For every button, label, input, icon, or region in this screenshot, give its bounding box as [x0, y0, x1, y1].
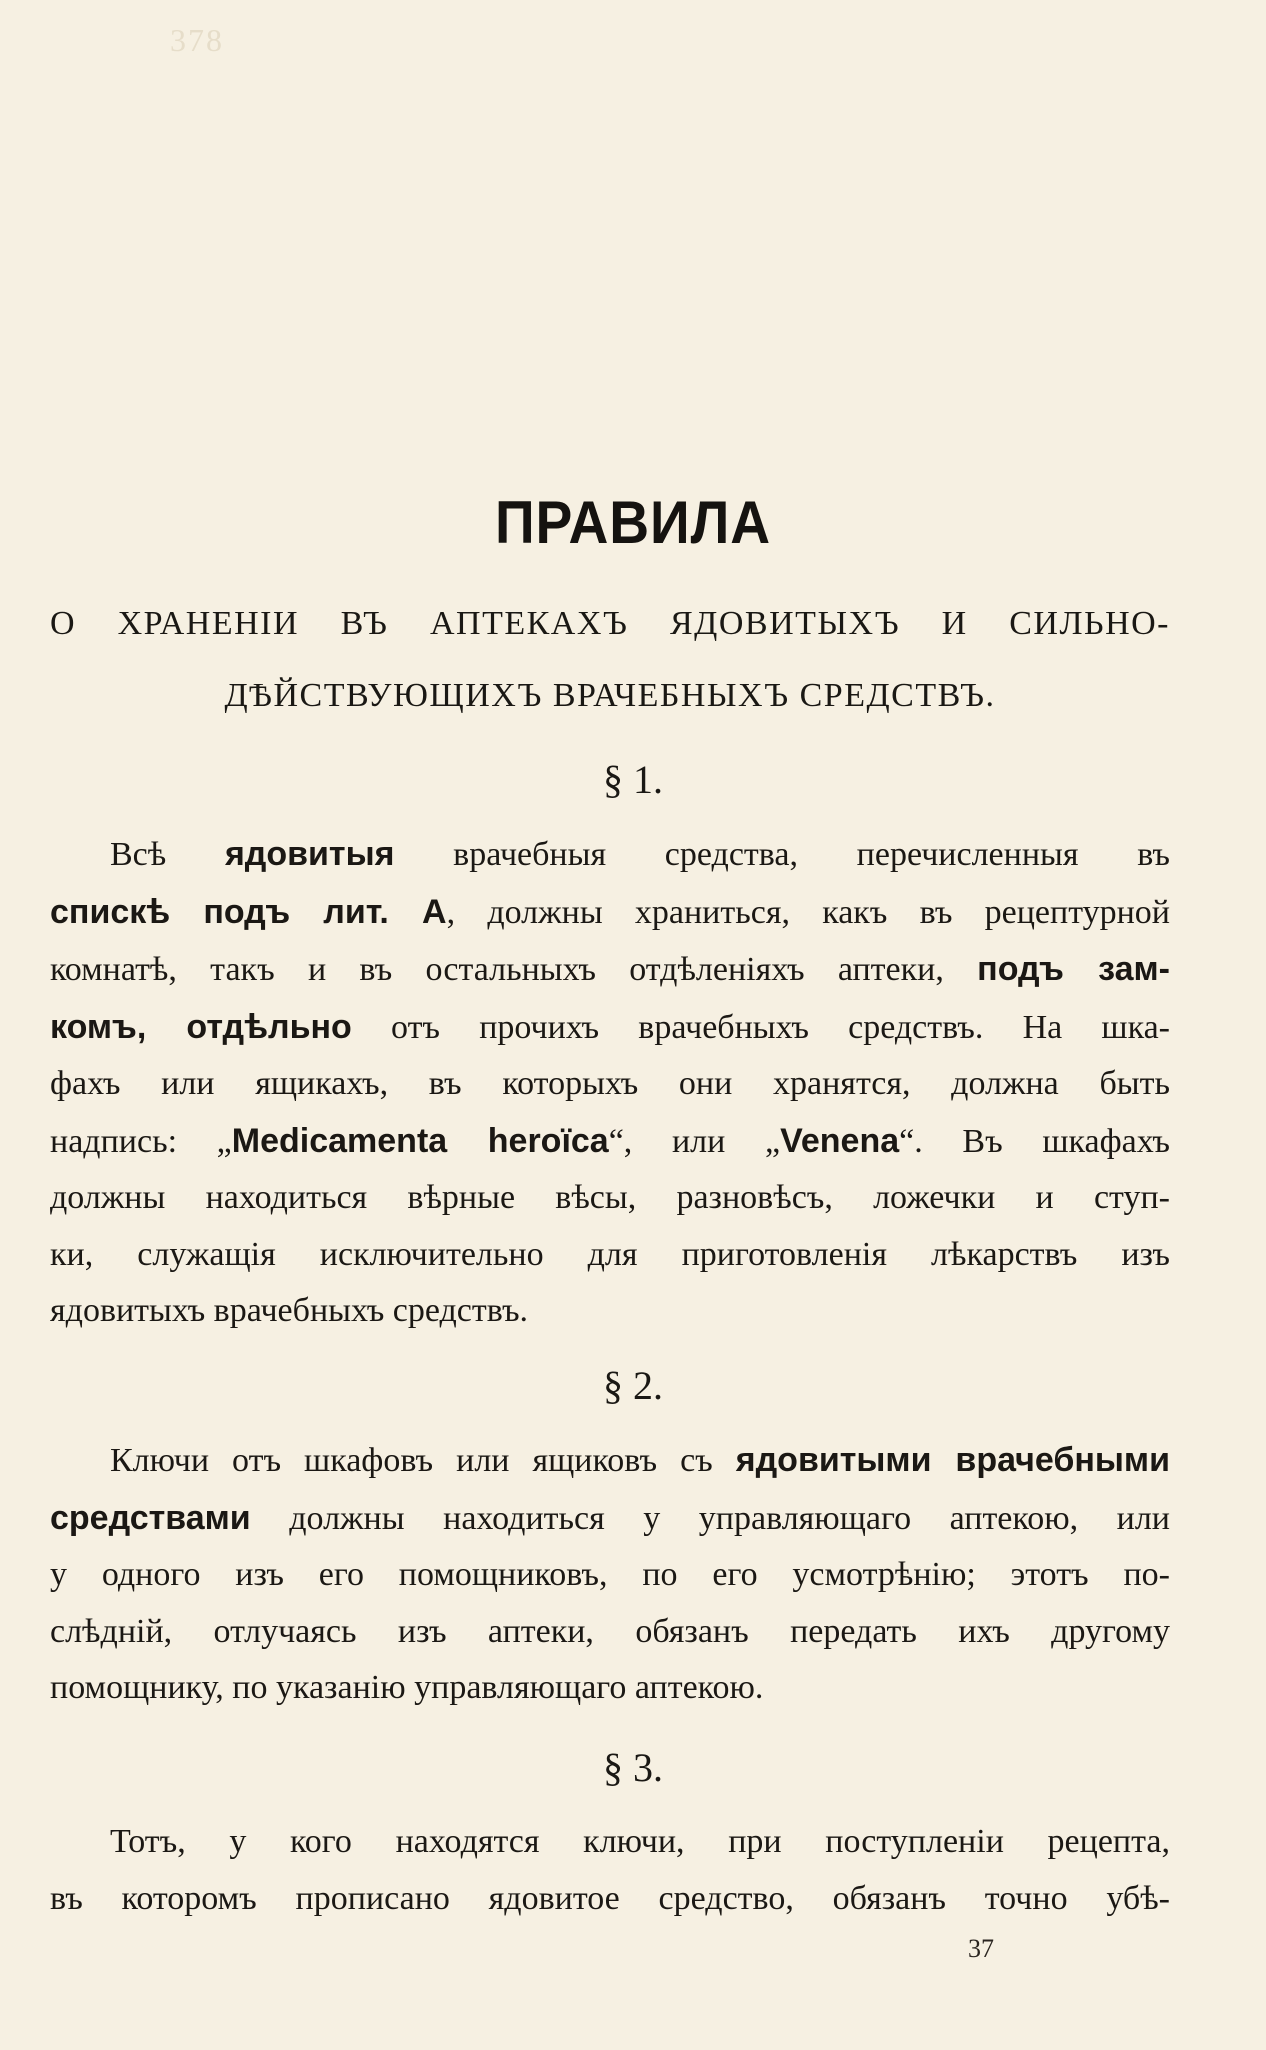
text-line: средствами должны находиться у управляющаго аптекою, или — [50, 1498, 1170, 1537]
text-line: комъ, отдѣльно отъ прочихъ врачебныхъ средствъ. На шка- — [50, 1007, 1171, 1046]
text-line: Всѣ ядовитыя врачебныя средства, перечисленныя въ — [110, 835, 1171, 873]
text-line: въ которомъ прописано ядовитое средство, обязанъ точно убѣ- — [50, 1879, 1170, 1917]
section-heading-2: § 2. — [603, 1363, 663, 1408]
text-line: комнатѣ, такъ и въ остальныхъ отдѣленіяхъ аптеки, подъ зам- — [50, 950, 1171, 988]
subtitle-line-1: О ХРАНЕНІИ ВЪ АПТЕКАХЪ ЯДОВИТЫХЪ И СИЛЬНО- — [50, 605, 1170, 642]
bold-term: ядовитыя — [224, 835, 395, 873]
bold-term: подъ зам- — [977, 950, 1171, 988]
subtitle-line-2: ДѢЙСТВУЮЩИХЪ ВРАЧЕБНЫХЪ СРЕДСТВЪ. — [224, 677, 996, 714]
text-line: Тотъ, у кого находятся ключи, при поступленіи рецепта, — [110, 1823, 1170, 1860]
text-line: фахъ или ящикахъ, въ которыхъ они хранятся, должна быть — [50, 1065, 1170, 1102]
section-3-paragraph — [50, 1814, 1170, 1927]
section-heading-3: § 3. — [603, 1745, 663, 1790]
text-line: Ключи отъ шкафовъ или ящиковъ съ ядовитыми врачебными — [110, 1441, 1170, 1479]
page-number: 37 — [968, 1934, 994, 1963]
text-line: должны находиться вѣрные вѣсы, разновѣсъ, ложечки и ступ- — [50, 1179, 1170, 1216]
bleed-through-text: 378 — [170, 22, 224, 58]
bold-term: спискѣ подъ лит. А — [50, 892, 447, 931]
section-1-paragraph — [50, 826, 1170, 1340]
section-heading-1: § 1. — [603, 757, 663, 802]
text-line: у одного изъ его помощниковъ, по его усмотрѣнію; этотъ по- — [50, 1556, 1170, 1593]
text-line: помощнику, по указанію управляющаго аптекою. — [50, 1669, 764, 1706]
bold-term: Medicamenta heroïca — [231, 1121, 609, 1160]
bold-term: средствами — [50, 1498, 251, 1537]
bold-term: ядовитыми врачебными — [735, 1441, 1170, 1479]
text-line: ядовитыхъ врачебныхъ средствъ. — [50, 1292, 529, 1329]
text-line: надпись: „Medicamenta heroïca“, или „Venena“. Въ шкафахъ — [50, 1121, 1170, 1160]
bold-term: комъ, отдѣльно — [50, 1007, 352, 1046]
page-subtitle — [50, 588, 1170, 732]
section-2-paragraph — [50, 1432, 1170, 1717]
page-title: ПРАВИЛА — [494, 489, 772, 556]
text-line: ки, служащія исключительно для приготовленія лѣкарствъ изъ — [50, 1235, 1170, 1273]
bold-term: Venena — [780, 1121, 900, 1160]
text-line: спискѣ подъ лит. А, должны храниться, какъ въ рецептурной — [50, 892, 1170, 931]
text-line: слѣдній, отлучаясь изъ аптеки, обязанъ передать ихъ другому — [50, 1612, 1170, 1650]
